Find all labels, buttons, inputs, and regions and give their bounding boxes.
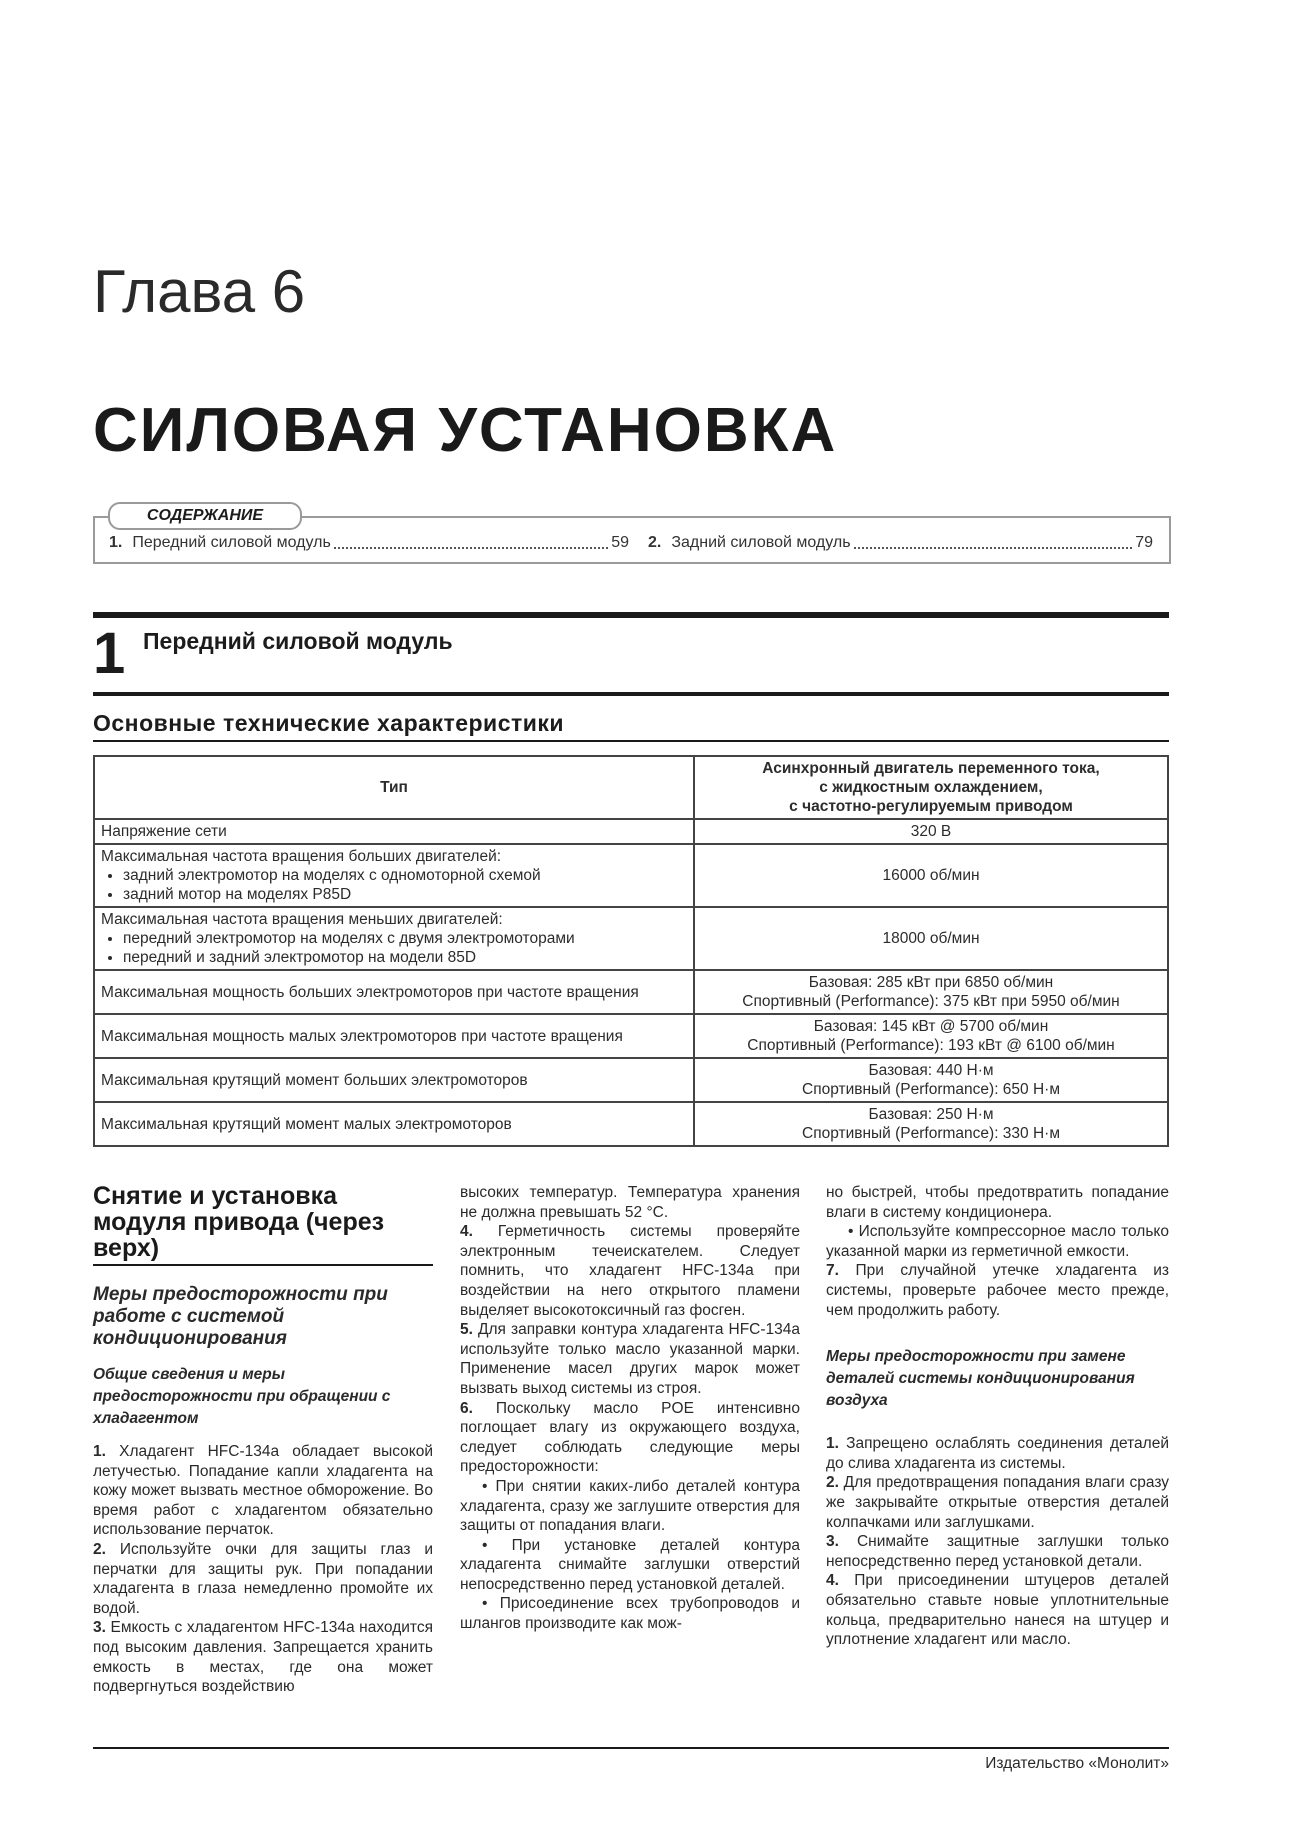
table-header-line: с жидкостным охлаждением, xyxy=(819,779,1043,796)
table-cell-parameter xyxy=(94,907,694,970)
specs-table xyxy=(93,755,1169,1147)
table-cell-value xyxy=(694,1014,1168,1058)
table-row xyxy=(94,907,1168,970)
parameter-label: Максимальная мощность больших электромоторов при частоте вращения xyxy=(101,983,639,1001)
paragraph xyxy=(93,1442,433,1540)
table-row xyxy=(94,1102,1168,1146)
table-header-line: с частотно-регулируемым приводом xyxy=(789,798,1073,815)
contents-item-label: Задний силовой модуль xyxy=(671,534,851,551)
table-cell-value xyxy=(694,1058,1168,1102)
contents-item-2[interactable] xyxy=(648,534,1153,554)
paragraph-list xyxy=(93,1442,433,1697)
paragraph xyxy=(460,1183,800,1222)
paragraph-number: 5. xyxy=(460,1321,473,1339)
contents-item-number: 2. xyxy=(648,534,662,551)
paragraph-text: При присоединении штуцеров деталей обязательно ставьте новые уплотнительные кольца, предварительно нанеся на штуцер и уплотнение хладагент или масло. xyxy=(826,1572,1169,1649)
paragraph-number: 1. xyxy=(826,1435,839,1453)
table-cell-parameter xyxy=(94,844,694,907)
contents-item-1[interactable] xyxy=(109,534,629,554)
chapter-label: Глава 6 xyxy=(93,258,306,325)
text-column-1 xyxy=(93,1183,433,1697)
paragraph xyxy=(460,1320,800,1398)
bullet-item: • Используйте компрессорное масло только указанной марки из герметичной емкости. xyxy=(826,1223,1169,1260)
value-line: Базовая: 145 кВт @ 5700 об/мин xyxy=(813,1018,1049,1035)
paragraph-text: Поскольку масло POE интенсивно поглощает влагу из окружающего воздуха, следует соблюдать следующие меры предосторожности: xyxy=(460,1399,800,1476)
table-cell-value xyxy=(694,1102,1168,1146)
paragraph-text: Емкость с хладагентом HFC-134a находится под высоким давления. Запрещается хранить емкость в местах, где она может подвергнуться воздействию xyxy=(93,1619,433,1696)
value-line: Спортивный (Performance): 193 кВт @ 6100 об/мин xyxy=(747,1037,1115,1054)
paragraph-number: 3. xyxy=(93,1619,106,1637)
paragraph xyxy=(826,1532,1169,1571)
refrigerant-heading: Общие сведения и меры предосторожности при обращении с хладагентом xyxy=(93,1366,391,1427)
table-row xyxy=(94,844,1168,907)
bullet-item: • передний электромотор на моделях с двумя электромоторами xyxy=(123,929,687,948)
table-header-cell xyxy=(694,756,1168,819)
parameter-label: Максимальная частота вращения больших двигателей: xyxy=(101,848,502,865)
parts-replacement-heading: Меры предосторожности при замене деталей системы кондиционирования воздуха xyxy=(826,1348,1135,1410)
contents-item-label: Передний силовой модуль xyxy=(132,534,331,551)
table-cell-value xyxy=(694,970,1168,1014)
table-cell-parameter xyxy=(94,970,694,1014)
paragraph xyxy=(93,1540,433,1618)
parameter-label: Максимальная мощность малых электромоторов при частоте вращения xyxy=(101,1027,623,1045)
paragraph-number: 2. xyxy=(93,1540,106,1558)
paragraph-text: Для заправки контура хладагента HFC-134a используйте только масло указанной марки. Применение масел других марок может вызвать выход системы из строя. xyxy=(460,1321,800,1397)
parameter-label: Максимальная частота вращения меньших двигателей: xyxy=(101,911,503,928)
section-rule-bottom xyxy=(93,692,1169,696)
paragraph-text: Запрещено ослаблять соединения деталей до слива хладагента из системы. xyxy=(826,1435,1169,1472)
paragraph-text: Хладагент HFC-134a обладает высокой летучестью. Попадание капли хладагента на кожу может вызвать местное обморожение. Во время работ с хладагентом обязательно использование перчаток. xyxy=(93,1443,433,1539)
paragraph: но быстрей, чтобы предотвратить попадание влаги в систему кондиционера. xyxy=(826,1184,1169,1221)
paragraph-text: высоких температур. Температура хранения не должна превышать 52 °С. xyxy=(460,1184,800,1221)
table-row xyxy=(94,819,1168,844)
contents-item-page: 79 xyxy=(1135,534,1153,551)
paragraph-text: Герметичность системы проверяйте электронным течеискателем. Следует помнить, что хладагент HFC-134a при воздействии на него открытого пламени выделяет высокотоксичный газ фосген. xyxy=(460,1223,800,1319)
bullet-item: • задний мотор на моделях P85D xyxy=(123,885,687,904)
value-line: 18000 об/мин xyxy=(882,930,980,947)
paragraph-number: 7. xyxy=(826,1262,839,1280)
paragraph-number: 4. xyxy=(826,1572,839,1590)
paragraph-number: 4. xyxy=(460,1223,473,1241)
table-cell-parameter xyxy=(94,1014,694,1058)
text-column-3 xyxy=(826,1183,1169,1650)
bullet-item: • При установке деталей контура хладагента снимайте заглушки отверстий непосредственно перед установкой деталей. xyxy=(460,1536,800,1593)
parameter-label: Максимальная крутящий момент больших электромоторов xyxy=(101,1071,528,1089)
paragraph xyxy=(826,1473,1169,1532)
chapter-title: СИЛОВАЯ УСТАНОВКА xyxy=(93,396,838,465)
parameter-bullets xyxy=(101,866,687,904)
parameter-label: Максимальная крутящий момент малых электромоторов xyxy=(101,1115,512,1133)
bullet-item: • передний и задний электромотор на модели 85D xyxy=(123,948,687,967)
table-cell-parameter xyxy=(94,1102,694,1146)
table-cell-parameter xyxy=(94,1058,694,1102)
table-row xyxy=(94,1058,1168,1102)
table-cell-value xyxy=(694,907,1168,970)
table-header-cell: Тип xyxy=(94,756,694,819)
paragraph-number: 2. xyxy=(826,1474,839,1492)
bullet-item: • Присоединение всех трубопроводов и шлангов производите как мож- xyxy=(460,1595,800,1633)
table-cell-parameter xyxy=(94,819,694,844)
paragraph-text: Снимайте защитные заглушки только непосредственно перед установкой детали. xyxy=(826,1533,1169,1570)
heading-rule xyxy=(93,1264,433,1266)
dot-leader xyxy=(334,534,608,549)
contents-item-number: 1. xyxy=(109,534,123,551)
paragraph-text: Для предотвращения попадания влаги сразу же закрывайте открытые отверстия деталей колпачками или заглушками. xyxy=(826,1474,1169,1531)
section-title: Передний силовой модуль xyxy=(143,628,453,654)
ac-precautions-heading: Меры предосторожности при работе с системой кондиционирования xyxy=(93,1284,388,1349)
paragraph-number: 6. xyxy=(460,1399,473,1417)
value-line: Базовая: 250 Н·м xyxy=(868,1106,994,1123)
removal-heading: Снятие и установка модуля привода (через верх) xyxy=(93,1182,385,1262)
value-line: Базовая: 285 кВт при 6850 об/мин xyxy=(808,974,1054,991)
bullet-list xyxy=(460,1477,800,1634)
value-line: Спортивный (Performance): 650 Н·м xyxy=(802,1081,1060,1098)
paragraph-number: 1. xyxy=(93,1443,106,1460)
footer-rule xyxy=(93,1747,1169,1749)
publisher-name: Издательство «Монолит» xyxy=(985,1755,1169,1772)
contents-title: СОДЕРЖАНИЕ xyxy=(108,502,302,530)
specs-heading: Основные технические характеристики xyxy=(93,710,565,736)
text-column-2 xyxy=(460,1183,800,1634)
paragraph-text: Используйте очки для защиты глаз и перчатки для защиты рук. При попадании хладагента в глаза немедленно промойте их водой. xyxy=(93,1540,434,1617)
value-line: 320 В xyxy=(910,823,952,840)
contents-item-page: 59 xyxy=(611,534,629,551)
parameter-bullets xyxy=(101,929,687,967)
value-line: Спортивный (Performance): 375 кВт при 5950 об/мин xyxy=(742,993,1120,1010)
paragraph xyxy=(460,1399,800,1477)
table-cell-value xyxy=(694,819,1168,844)
paragraph xyxy=(93,1618,433,1696)
value-line: 16000 об/мин xyxy=(882,867,980,884)
table-row xyxy=(94,970,1168,1014)
table-header-row xyxy=(94,756,1168,819)
table-row xyxy=(94,1014,1168,1058)
paragraph xyxy=(826,1434,1169,1473)
section-rule-top xyxy=(93,612,1169,618)
parameter-label: Напряжение сети xyxy=(101,823,227,840)
value-line: Спортивный (Performance): 330 Н·м xyxy=(802,1125,1060,1142)
paragraph-list xyxy=(826,1434,1169,1650)
paragraph-number: 3. xyxy=(826,1533,839,1551)
table-cell-value xyxy=(694,844,1168,907)
dot-leader xyxy=(854,534,1133,549)
bullet-item: • При снятии каких-либо деталей контура хладагента, сразу же заглушите отверстия для защиты от попадания влаги. xyxy=(460,1477,800,1535)
specs-heading-rule xyxy=(93,740,1169,742)
paragraph-text: При случайной утечке хладагента из системы, проверьте рабочее место прежде, чем продолжить работу. xyxy=(826,1262,1170,1319)
bullet-item: • задний электромотор на моделях с одномоторной схемой xyxy=(123,866,687,885)
value-line: Базовая: 440 Н·м xyxy=(868,1062,994,1079)
paragraph xyxy=(460,1222,800,1320)
paragraph xyxy=(826,1571,1169,1649)
paragraph-list xyxy=(460,1183,800,1477)
paragraph xyxy=(826,1261,1169,1320)
table-header-line: Асинхронный двигатель переменного тока, xyxy=(762,760,1100,777)
section-number: 1 xyxy=(93,621,126,686)
